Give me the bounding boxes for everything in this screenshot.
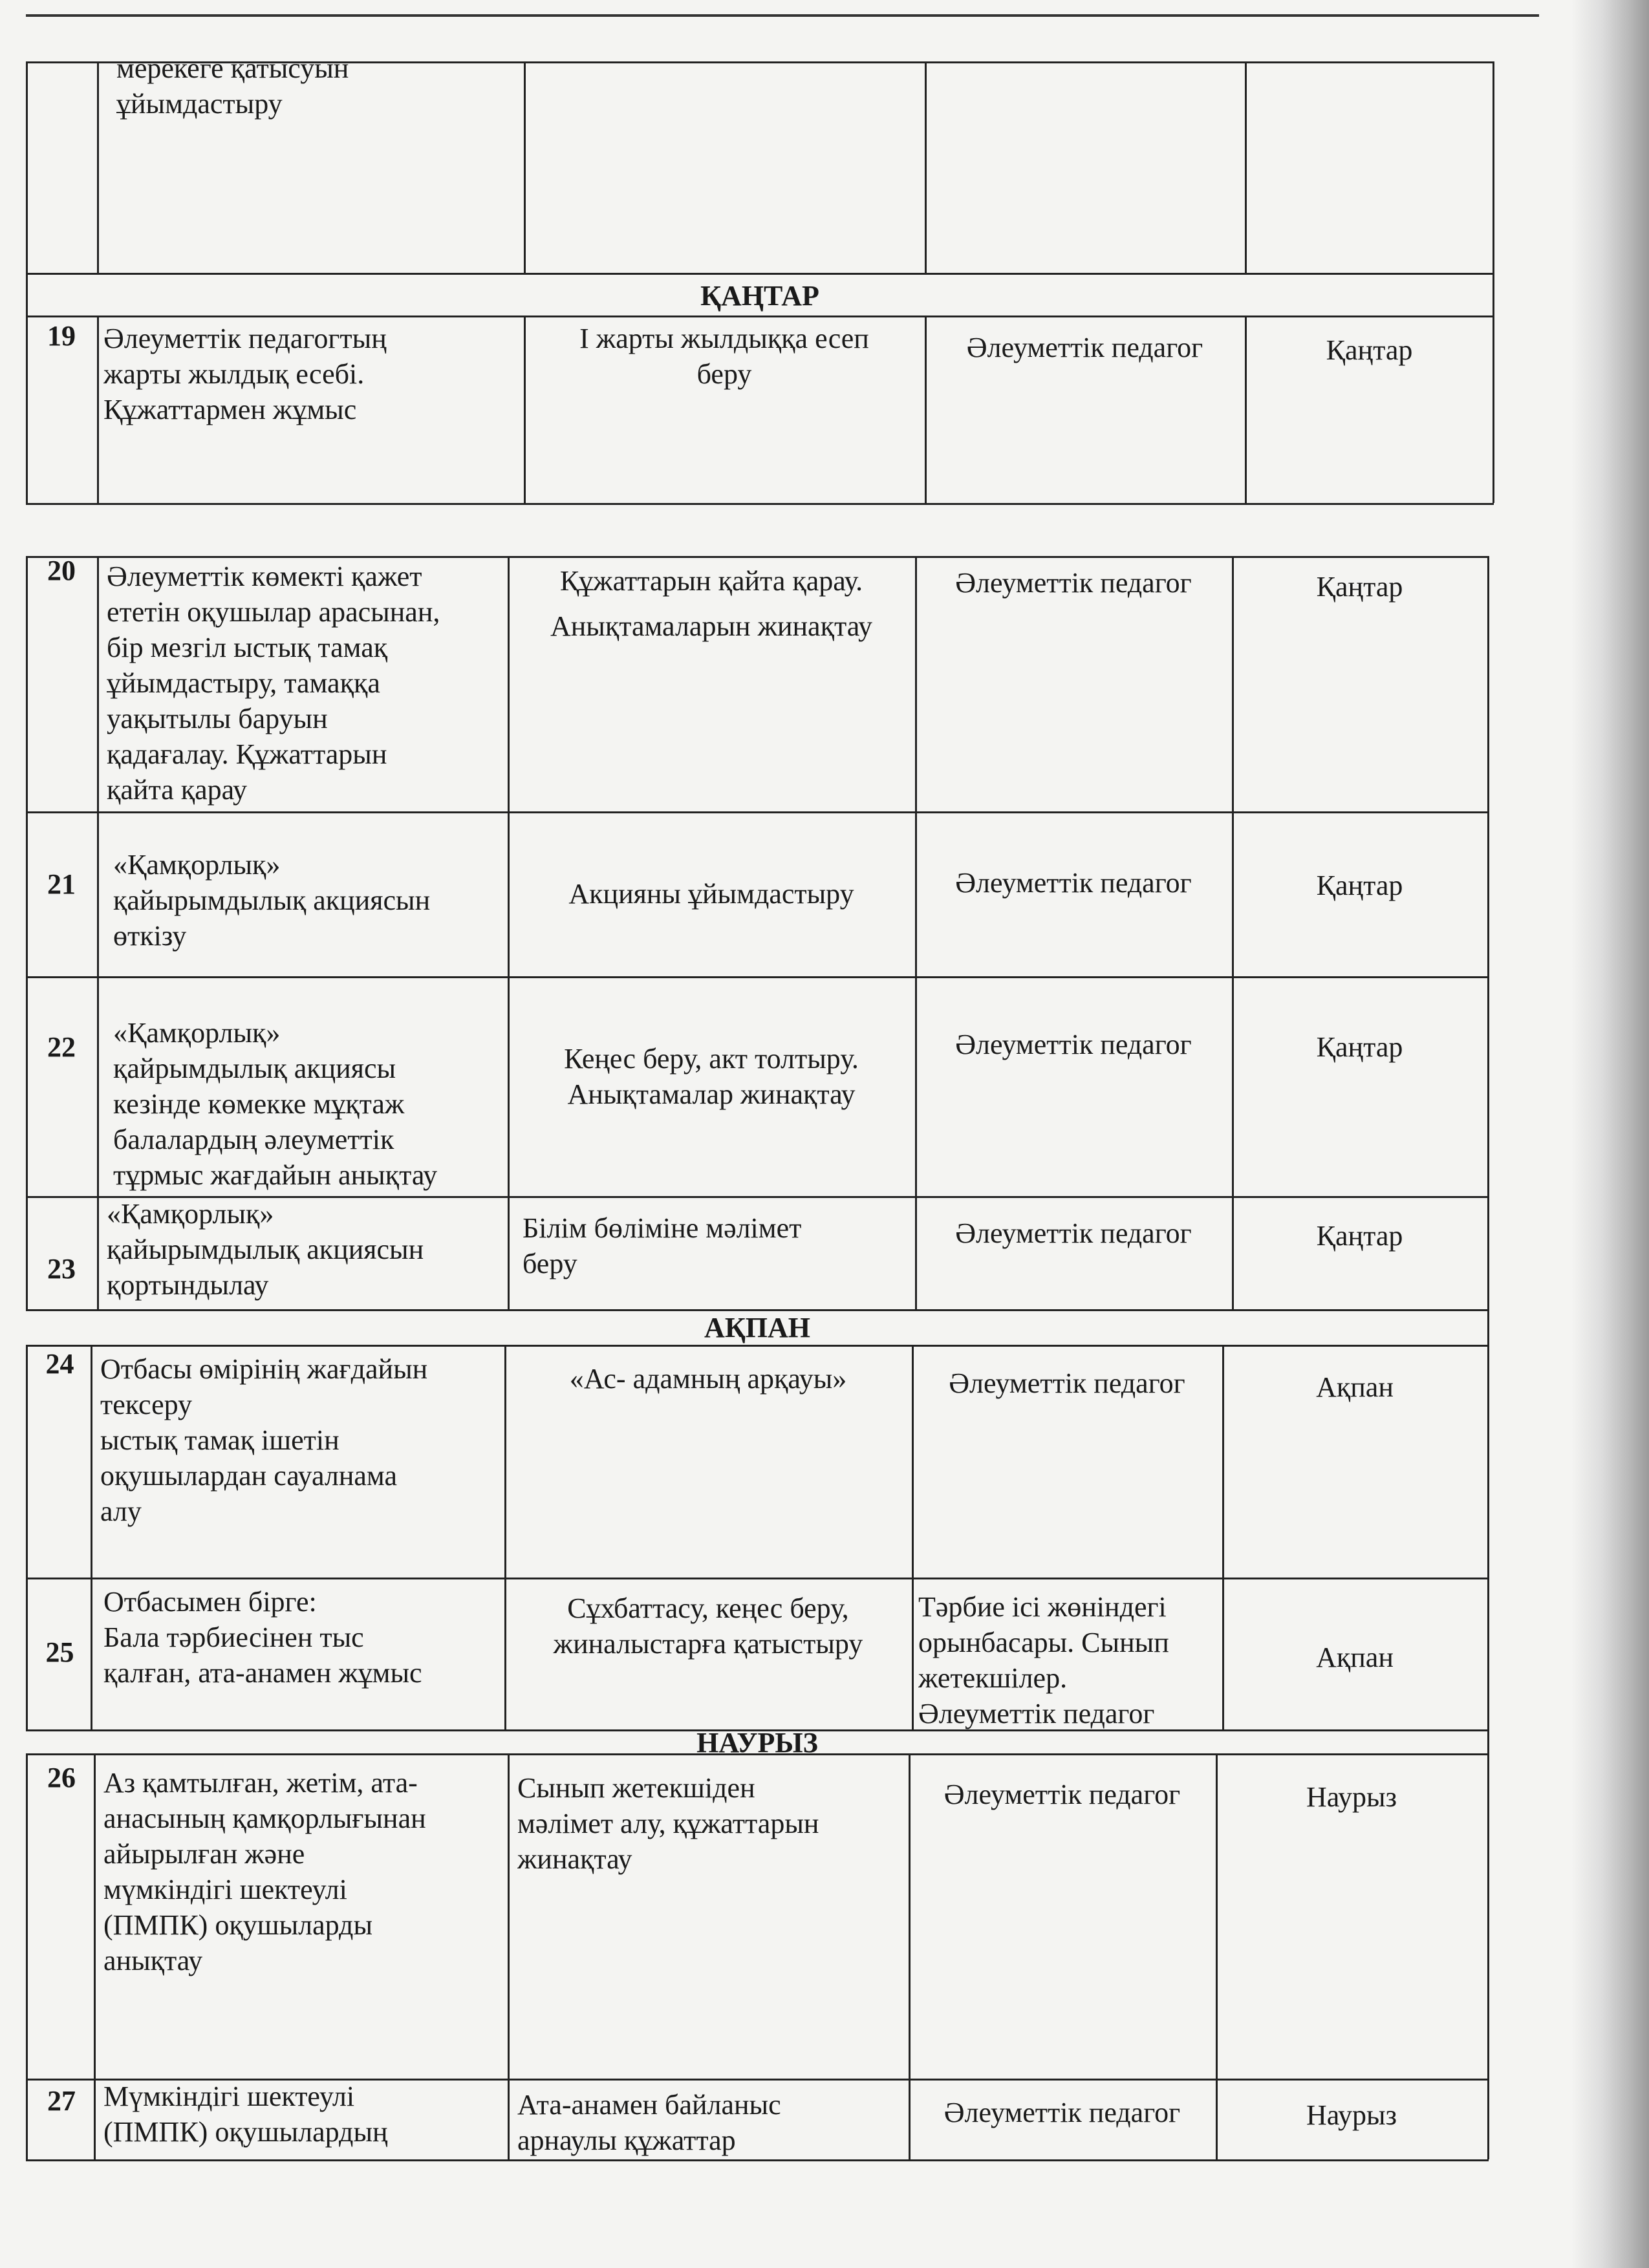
table-row-time: Қаңтар xyxy=(1316,1220,1403,1252)
table-row-responsible: Әлеуметтік педагог xyxy=(943,2097,1181,2128)
table-row-form: Құжаттарын қайта қарау. Анықтамаларын жинақтау xyxy=(550,565,873,642)
table-row-task: Аз қамтылған, жетім, ата- анасының қамқорлығынан айырылған және мүмкіндігі шектеулі (ПМПК) оқушыларды анықтау xyxy=(103,1767,426,1976)
table-row-responsible: Әлеуметтік педагог xyxy=(955,1029,1192,1060)
table-row-task: Отбасы өмірінің жағдайын тексеру ыстық тамақ ішетін оқушылардан сауалнама алу xyxy=(100,1353,428,1527)
table-row-form: Сұхбаттасу, кеңес беру, жиналыстарға қатыстыру xyxy=(553,1592,863,1660)
table-row-task: Әлеуметтік педагогтың жарты жылдық есебі. Құжаттармен жұмыс xyxy=(103,323,387,425)
row-number: 24 xyxy=(45,1348,74,1380)
row-number: 20 xyxy=(47,555,76,586)
table-row-time: Қаңтар xyxy=(1326,334,1413,366)
table-row-responsible: Әлеуметтік педагог xyxy=(955,1217,1192,1249)
table-row-form: «Ас- адамның арқауы» xyxy=(569,1363,847,1395)
row-number: 21 xyxy=(47,868,76,900)
table-row-form: Кеңес беру, акт толтыру. Анықтамалар жинақтау xyxy=(564,1043,859,1110)
table-row-form: Акцияны ұйымдастыру xyxy=(568,878,854,910)
table-row-responsible: Әлеуметтік педагог xyxy=(955,867,1192,899)
table-row-responsible: Тәрбие ісі жөніндегі орынбасары. Сынып жетекшілер. Әлеуметтік педагог xyxy=(918,1591,1169,1729)
table-row-responsible: Әлеуметтік педагог xyxy=(955,567,1192,599)
row-number: 27 xyxy=(47,2085,76,2117)
table-row-time: Қаңтар xyxy=(1316,1031,1403,1063)
table-row-time: Ақпан xyxy=(1316,1642,1394,1673)
table-row-responsible: Әлеуметтік педагог xyxy=(966,332,1203,363)
table-row-time: Ақпан xyxy=(1316,1371,1394,1403)
section-january: ҚАҢТАР xyxy=(700,280,819,312)
table-row-task: мерекеге қатысуын ұйымдастыру xyxy=(116,52,349,120)
table-row-form: I жарты жылдыққа есеп беру xyxy=(579,323,869,390)
section-february: АҚПАН xyxy=(704,1312,810,1343)
table-row-task: «Қамқорлық» қайырымдылық акциясын өткізу xyxy=(113,849,431,952)
table-row-responsible: Әлеуметтік педагог xyxy=(949,1367,1185,1399)
section-march: НАУРЫЗ xyxy=(696,1727,818,1759)
table-row-time: Наурыз xyxy=(1306,2099,1397,2131)
table-row-time: Наурыз xyxy=(1306,1781,1397,1813)
table-row-time: Қаңтар xyxy=(1316,571,1403,603)
table-row-form: Сынып жетекшіден мәлімет алу, құжаттарын жинақтау xyxy=(517,1772,819,1875)
table-row-responsible: Әлеуметтік педагог xyxy=(943,1779,1181,1810)
row-number: 22 xyxy=(47,1031,76,1063)
row-number: 26 xyxy=(47,1762,76,1793)
table-row-task: Әлеуметтік көмекті қажет ететін оқушылар арасынан, бір мезгіл ыстық тамақ ұйымдастыру, тамаққа уақытылы баруын қадағалау. Құжаттарын қайта қарау xyxy=(107,561,440,806)
table-row-form: Ата-анамен байланыс арнаулы құжаттар xyxy=(517,2089,781,2156)
row-number: 23 xyxy=(47,1253,76,1285)
row-number: 19 xyxy=(47,320,76,352)
table-row-form: Білім бөліміне мәлімет беру xyxy=(523,1212,802,1279)
table-row-task: «Қамқорлық» қайырымдылық акциясын қортындылау xyxy=(107,1198,424,1301)
table-row-task: Отбасымен бірге: Бала тәрбиесінен тыс қалған, ата-анамен жұмыс xyxy=(103,1586,422,1689)
row-number: 25 xyxy=(45,1636,74,1668)
table-row-task: Мүмкіндігі шектеулі (ПМПК) оқушылардың xyxy=(103,2081,388,2148)
table-row-task: «Қамқорлық» қайрымдылық акциясы кезінде көмекке мұқтаж балалардың әлеуметтік тұрмыс жағдайын анықтау xyxy=(113,1017,438,1191)
table-row-time: Қаңтар xyxy=(1316,870,1403,901)
